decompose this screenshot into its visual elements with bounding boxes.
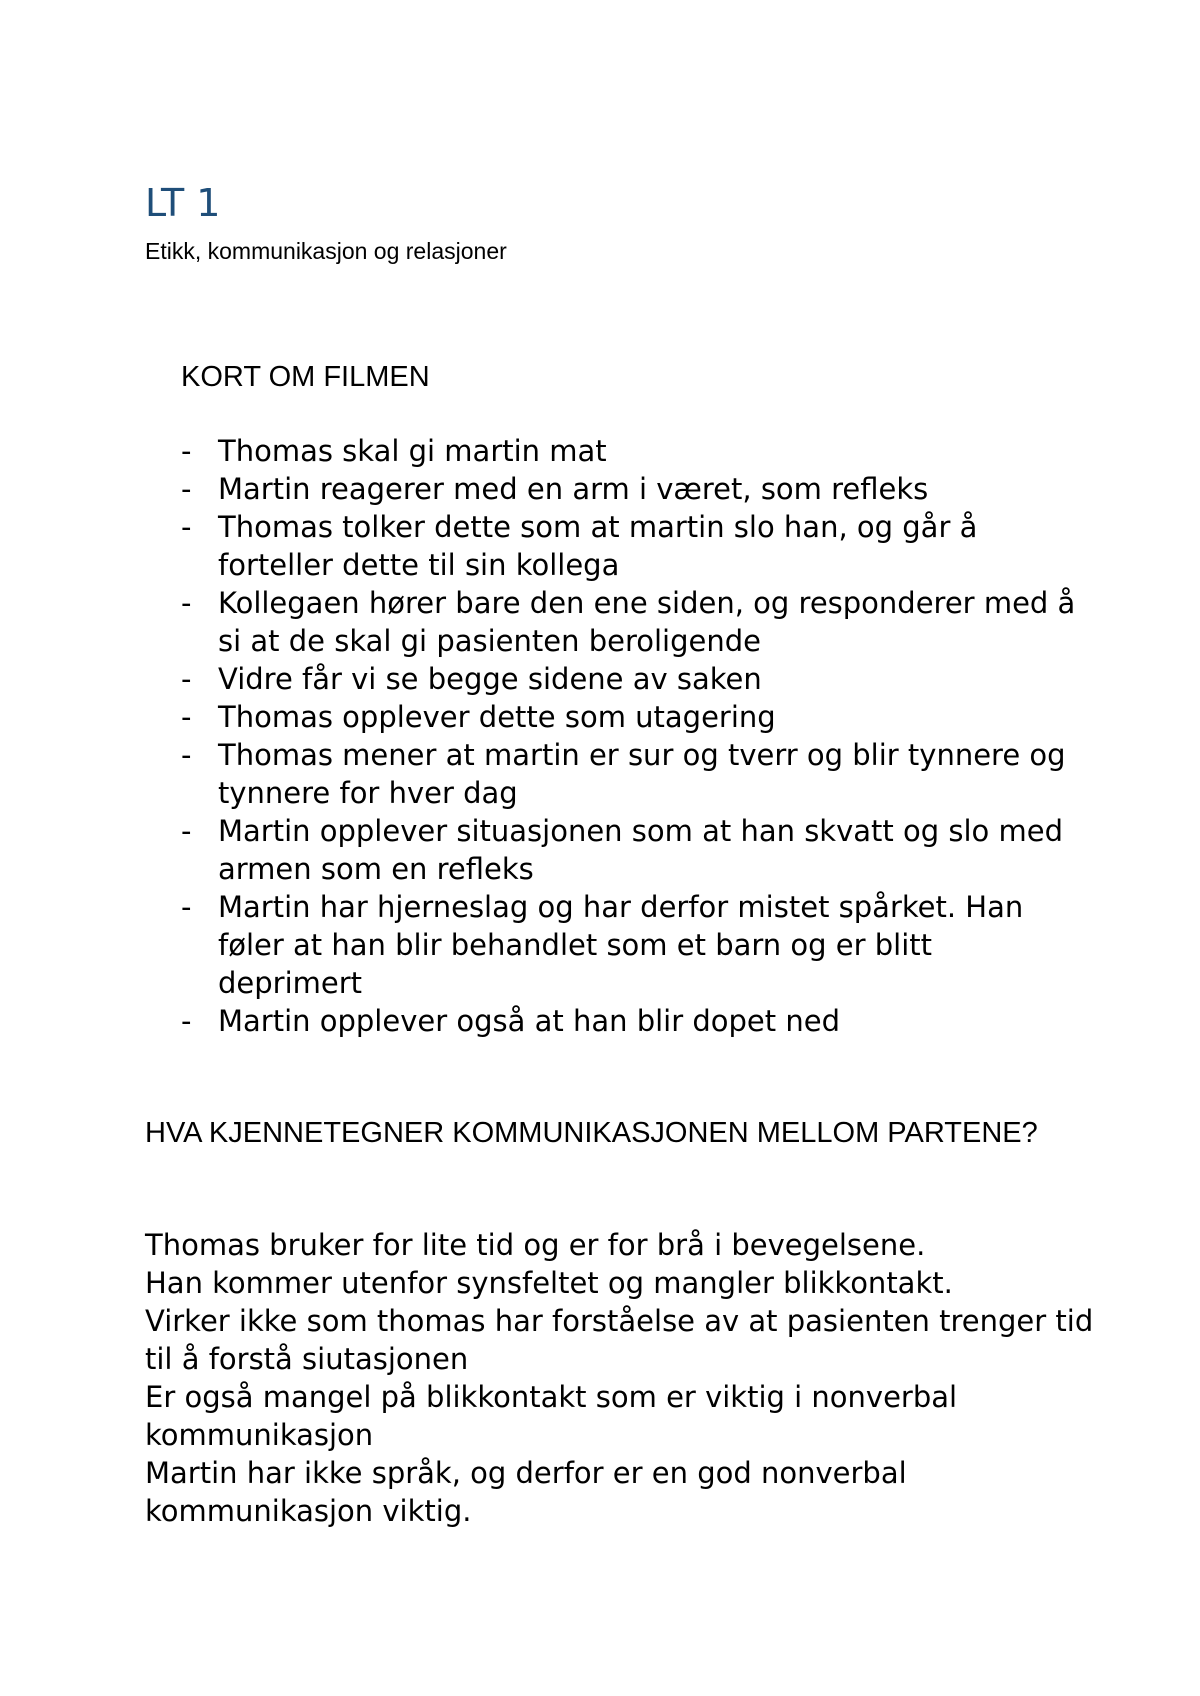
section-heading-communication: HVA KJENNETEGNER KOMMUNIKASJONEN MELLOM PARTENE? (145, 1117, 1038, 1149)
paragraph-line: Martin har ikke språk, og derfor er en god nonverbal kommunikasjon viktig. (145, 1456, 907, 1528)
document-subtitle: Etikk, kommunikasjon og relasjoner (145, 238, 507, 264)
list-item (181, 698, 1081, 736)
document-title: LT 1 (145, 181, 221, 225)
list-item-text: Thomas mener at martin er sur og tverr og blir tynnere og tynnere for hver dag (218, 738, 1066, 810)
list-item (181, 736, 1081, 812)
paragraph-line: Virker ikke som thomas har forståelse av at pasienten trenger tid til å forstå siutasjonen (145, 1304, 1094, 1376)
bullet-dash: - (181, 662, 192, 696)
list-item-text: Thomas skal gi martin mat (218, 434, 607, 468)
paragraph-line: Han kommer utenfor synsfeltet og mangler blikkontakt. (145, 1266, 953, 1300)
communication-paragraphs (145, 1226, 1125, 1530)
list-item-text: Kollegaen hører bare den ene siden, og responderer med å si at de skal gi pasienten beroligende (218, 586, 1076, 658)
bullet-dash: - (181, 510, 192, 544)
list-item (181, 432, 1081, 470)
list-item-text: Martin reagerer med en arm i været, som refleks (218, 472, 929, 506)
list-item-text: Martin har hjerneslag og har derfor mistet spårket. Han føler at han blir behandlet som et barn og er blitt deprimert (218, 890, 1024, 1000)
list-item (181, 508, 1081, 584)
list-item (181, 470, 1081, 508)
list-item-text: Martin opplever situasjonen som at han skvatt og slo med armen som en refleks (218, 814, 1063, 886)
bullet-dash: - (181, 434, 192, 468)
list-item (181, 812, 1081, 888)
section-heading-film-summary: KORT OM FILMEN (181, 361, 430, 393)
bullet-dash: - (181, 586, 192, 620)
bullet-dash: - (181, 814, 192, 848)
bullet-dash: - (181, 1004, 192, 1038)
bullet-dash: - (181, 890, 192, 924)
list-item (181, 584, 1081, 660)
list-item-text: Thomas tolker dette som at martin slo han, og går å forteller dette til sin kollega (218, 510, 978, 582)
bullet-dash: - (181, 738, 192, 772)
list-item-text: Martin opplever også at han blir dopet ned (218, 1004, 840, 1038)
list-item-text: Vidre får vi se begge sidene av saken (218, 662, 762, 696)
paragraph-line: Er også mangel på blikkontakt som er viktig i nonverbal kommunikasjon (145, 1380, 958, 1452)
paragraph-line: Thomas bruker for lite tid og er for brå i bevegelsene. (145, 1228, 926, 1262)
film-summary-list (181, 432, 1081, 1040)
bullet-dash: - (181, 472, 192, 506)
list-item (181, 888, 1081, 1002)
list-item-text: Thomas opplever dette som utagering (218, 700, 776, 734)
list-item (181, 660, 1081, 698)
bullet-dash: - (181, 700, 192, 734)
list-item (181, 1002, 1081, 1040)
